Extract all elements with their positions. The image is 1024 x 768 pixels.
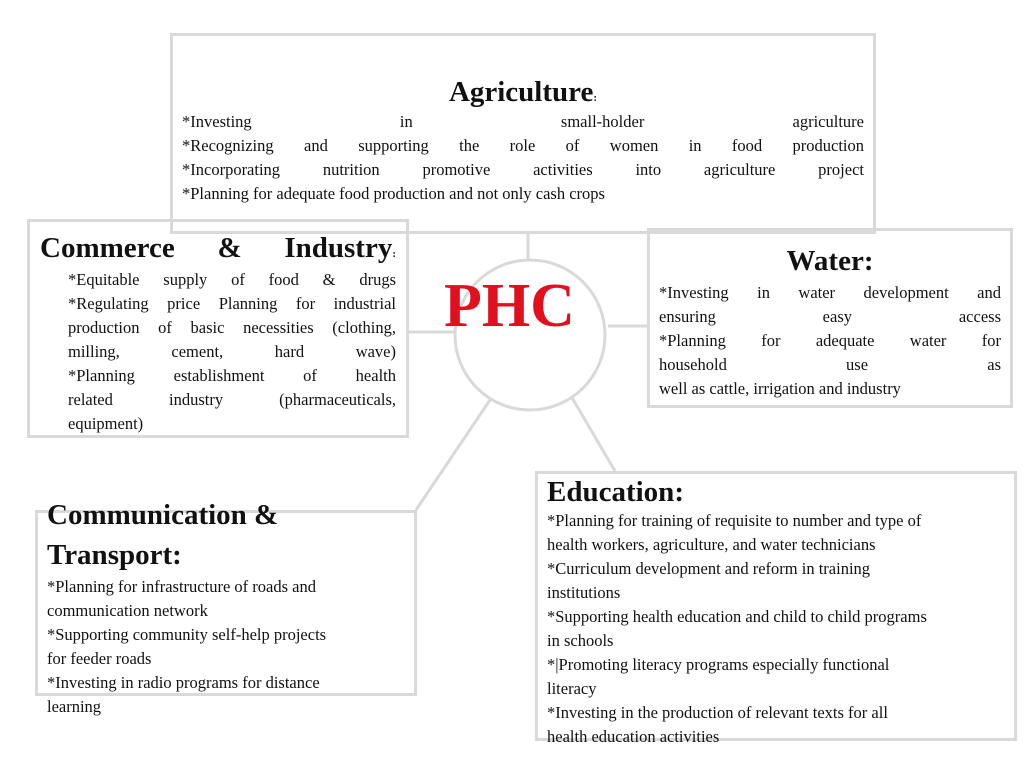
- water-line: household use as: [659, 355, 1001, 374]
- agriculture-body: [182, 110, 864, 206]
- agriculture-title-colon: :: [593, 92, 598, 104]
- water-line: *Investing in water development and: [659, 283, 1001, 302]
- education-line: health workers, agriculture, and water technicians: [547, 535, 876, 554]
- education-line: *|Promoting literacy programs especially functional: [547, 655, 890, 674]
- connector-communication: [416, 394, 494, 510]
- commerce-industry-box: [27, 219, 409, 438]
- agriculture-box: [170, 33, 876, 234]
- commerce-line: related industry (pharmaceuticals,: [68, 390, 396, 409]
- water-line: well as cattle, irrigation and industry: [659, 379, 901, 398]
- connector-education: [571, 396, 615, 471]
- phc-label: PHC: [444, 272, 575, 340]
- water-line: *Planning for adequate water for: [659, 331, 1001, 350]
- education-line: literacy: [547, 679, 597, 698]
- communication-line: *Planning for infrastructure of roads and: [47, 577, 316, 596]
- education-line: *Curriculum development and reform in training: [547, 559, 871, 578]
- communication-line: for feeder roads: [47, 649, 152, 668]
- communication-line: learning: [47, 697, 102, 716]
- commerce-line: milling, cement, hard wave): [68, 342, 396, 361]
- agriculture-line: *Planning for adequate food production and not only cash crops: [182, 184, 605, 203]
- water-body: [659, 281, 1001, 401]
- water-box: [647, 228, 1013, 408]
- communication-line: *Supporting community self-help projects: [47, 625, 327, 644]
- communication-transport-box: [35, 499, 417, 716]
- communication-title-line2: Transport:: [47, 539, 182, 571]
- commerce-line: equipment): [68, 414, 144, 433]
- education-line: *Investing in the production of relevant texts for all: [547, 703, 888, 722]
- agriculture-line: *Incorporating nutrition promotive activities into agriculture project: [182, 160, 864, 179]
- education-box: [535, 471, 1017, 746]
- communication-title: [47, 495, 405, 575]
- agriculture-line: *Recognizing and supporting the role of women in food production: [182, 136, 864, 155]
- education-line: *Planning for training of requisite to number and type of: [547, 511, 922, 530]
- commerce-line: *Equitable supply of food & drugs: [68, 270, 396, 289]
- commerce-title-colon: :: [392, 248, 396, 260]
- education-body: [547, 509, 1005, 749]
- water-title: Water:: [786, 245, 874, 277]
- commerce-line: production of basic necessities (clothing,: [68, 318, 396, 337]
- agriculture-title-text: Agriculture: [448, 76, 594, 108]
- commerce-title-text: Commerce & Industry: [40, 232, 393, 264]
- water-line: ensuring easy access: [659, 307, 1001, 326]
- education-line: in schools: [547, 631, 614, 650]
- education-line: institutions: [547, 583, 621, 602]
- communication-title-line1: Communication &: [47, 499, 279, 531]
- education-title: Education:: [547, 476, 684, 508]
- communication-line: communication network: [47, 601, 208, 620]
- commerce-line: *Regulating price Planning for industrial: [68, 294, 396, 313]
- education-line: health education activities: [547, 727, 720, 746]
- education-line: *Supporting health education and child to child programs: [547, 607, 927, 626]
- communication-line: *Investing in radio programs for distance: [47, 673, 320, 692]
- commerce-body: [68, 268, 396, 436]
- agriculture-line: *Investing in small-holder agriculture: [182, 112, 864, 131]
- communication-body: [47, 575, 405, 719]
- commerce-line: *Planning establishment of health: [68, 366, 396, 385]
